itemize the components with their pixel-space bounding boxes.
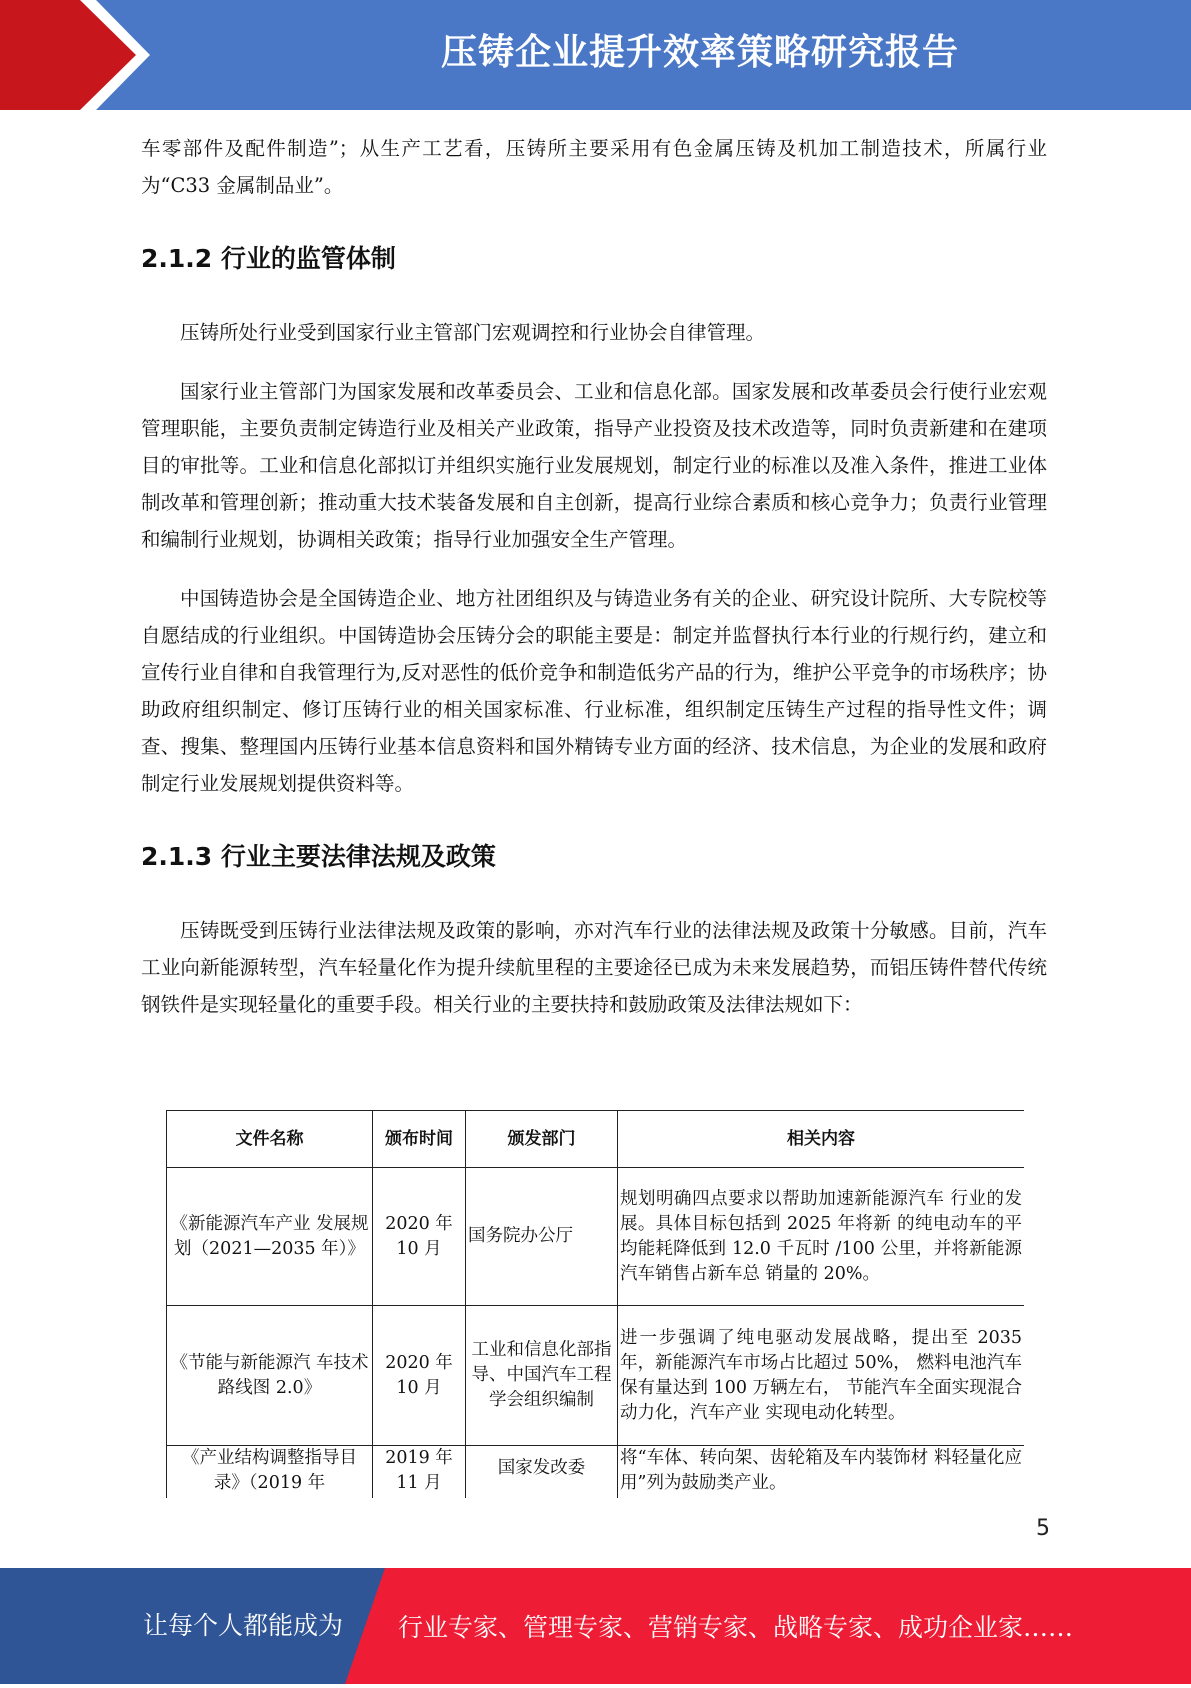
table-cell: 2020 年 10 月 [373, 1306, 466, 1446]
table-cell: 工业和信息化部指导、中国汽车工程学会组织编制 [466, 1306, 618, 1446]
table-cell: 《产业结构调整指导目录》（2019 年 [167, 1446, 373, 1499]
policy-table-container [166, 1110, 1024, 1498]
table-cell: 国务院办公厅 [466, 1168, 618, 1306]
paragraph-continuation: 车零部件及配件制造”；从生产工艺看，压铸所主要采用有色金属压铸及机加工制造技术，所属行业为“C33 金属制品业”。 [141, 137, 1047, 197]
table-header-row [167, 1111, 1025, 1168]
column-header: 文件名称 [167, 1111, 373, 1168]
page-header [0, 0, 1191, 110]
table-cell: 2019 年 11 月 [373, 1446, 466, 1499]
column-header: 颁布时间 [373, 1111, 466, 1168]
table-row [167, 1446, 1025, 1499]
table-cell: 《节能与新能源汽 车技术路线图 2.0》 [167, 1306, 373, 1446]
table-cell: 国家发改委 [466, 1446, 618, 1499]
table-cell: 进一步强调了纯电驱动发展战略，提出至 2035 年，新能源汽车市场占比超过 50%， 燃料电池汽车保有量达到 100 万辆左右， 节能汽车全面实现混合动力化，汽车产业 实现电动化转型。 [618, 1306, 1025, 1446]
paragraph: 压铸既受到压铸行业法律法规及政策的影响，亦对汽车行业的法律法规及政策十分敏感。目前，汽车工业向新能源转型，汽车轻量化作为提升续航里程的主要途径已成为未来发展趋势，而铝压铸件替代传统钢铁件是实现轻量化的重要手段。相关行业的主要扶持和鼓励政策及法律法规如下： [141, 919, 1047, 1016]
paragraph: 压铸所处行业受到国家行业主管部门宏观调控和行业协会自律管理。 [180, 321, 766, 344]
column-header: 相关内容 [618, 1111, 1025, 1168]
paragraph: 国家行业主管部门为国家发展和改革委员会、工业和信息化部。国家发展和改革委员会行使行业宏观管理职能，主要负责制定铸造行业及相关产业政策，指导产业投资及技术改造等，同时负责新建和在建项目的审批等。工业和信息化部拟订并组织实施行业发展规划，制定行业的标准以及准入条件，推进工业体制改革和管理创新；推动重大技术装备发展和自主创新，提高行业综合素质和核心竞争力；负责行业管理和编制行业规划，协调相关政策；指导行业加强安全生产管理。 [141, 380, 1047, 551]
paragraph: 中国铸造协会是全国铸造企业、地方社团组织及与铸造业务有关的企业、研究设计院所、大专院校等自愿结成的行业组织。中国铸造协会压铸分会的职能主要是：制定并监督执行本行业的行规行约，建立和宣传行业自律和自我管理行为,反对恶性的低价竞争和制造低劣产品的行为，维护公平竞争的市场秩序；协助政府组织制定、修订压铸行业的相关国家标准、行业标准，组织制定压铸生产过程的指导性文件；调查、搜集、整理国内压铸行业基本信息资料和国外精铸专业方面的经济、技术信息，为企业的发展和政府制定行业发展规划提供资料等。 [141, 587, 1047, 795]
page-number: 5 [1036, 1516, 1050, 1541]
column-header: 颁发部门 [466, 1111, 618, 1168]
footer-slogan-right: 行业专家、管理专家、营销专家、战略专家、成功企业家…… [398, 1613, 1074, 1642]
table-cell: 《新能源汽车产业 发展规划（2021—2035 年）》 [167, 1168, 373, 1306]
table-cell: 2020 年 10 月 [373, 1168, 466, 1306]
policy-table [166, 1110, 1024, 1498]
table-row [167, 1168, 1025, 1306]
table-cell: 将“车体、转向架、齿轮箱及车内装饰材 料轻量化应用”列为鼓励类产业。 [618, 1446, 1025, 1499]
table-row [167, 1306, 1025, 1446]
footer-slogan-left: 让每个人都能成为 [143, 1611, 344, 1640]
main-content [141, 130, 1047, 1023]
report-title: 压铸企业提升效率策略研究报告 [440, 32, 959, 73]
page-footer [0, 1568, 1191, 1684]
header-arrow-decoration [0, 0, 160, 110]
section-heading-2-1-3: 2.1.3 行业主要法律法规及政策 [141, 842, 496, 871]
section-heading-2-1-2: 2.1.2 行业的监管体制 [141, 244, 396, 273]
table-cell: 规划明确四点要求以帮助加速新能源汽车 行业的发展。具体目标包括到 2025 年将新 的纯电动车的平均能耗降低到 12.0 千瓦时 /100 公里，并将新能源汽车销售占新车总 销量的 20%。 [618, 1168, 1025, 1306]
